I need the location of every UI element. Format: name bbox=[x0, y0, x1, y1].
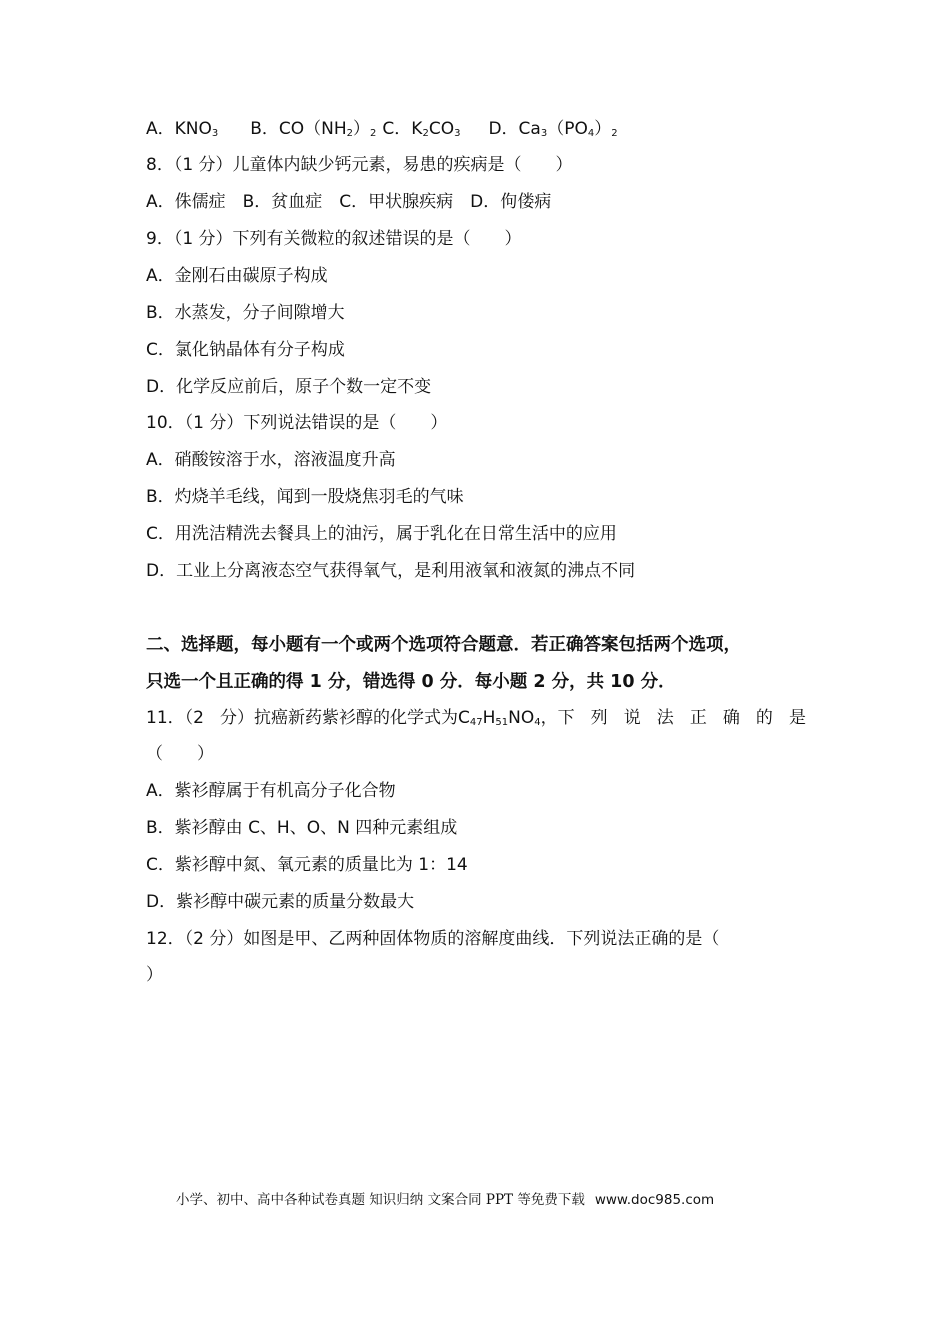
q10-stem: 10．（1 分）下列说法错误的是（ ） bbox=[146, 413, 448, 433]
q9-option-a: A．金刚石由碳原子构成 bbox=[146, 266, 328, 286]
section2-heading-line2: 只选一个且正确的得 1 分，错选得 0 分．每小题 2 分，共 10 分． bbox=[146, 672, 676, 692]
q10-option-a: A．硝酸铵溶于水，溶液温度升高 bbox=[146, 450, 396, 470]
q11-option-b: B．紫衫醇由 C、H、O、N 四种元素组成 bbox=[146, 818, 458, 838]
footer-url[interactable]: www.doc985.com bbox=[594, 1192, 715, 1208]
q8-options: A．侏儒症 B．贫血症 C．甲状腺疾病 D．佝偻病 bbox=[146, 192, 552, 212]
section2-heading-line1: 二、选择题，每小题有一个或两个选项符合题意．若正确答案包括两个选项， bbox=[146, 635, 741, 655]
q9-option-c: C．氯化钠晶体有分子构成 bbox=[146, 340, 345, 360]
q10-option-c: C．用洗洁精洗去餐具上的油污，属于乳化在日常生活中的应用 bbox=[146, 524, 617, 544]
q10-option-d: D．工业上分离液态空气获得氧气，是利用液氧和液氮的沸点不同 bbox=[146, 561, 636, 581]
q10-option-b: B．灼烧羊毛线，闻到一股烧焦羽毛的气味 bbox=[146, 487, 464, 507]
q7-options bbox=[146, 118, 618, 140]
q12-stem-line2: ） bbox=[146, 965, 163, 985]
q7-option-c: C．$K_2CO_3$ bbox=[382, 119, 461, 139]
q7-option-b: B．$CO(NH_2)_2$ bbox=[250, 119, 377, 139]
q11-stem-line2: （ ） bbox=[146, 744, 214, 764]
q12-stem-line1: 12．（2 分）如图是甲、乙两种固体物质的溶解度曲线．下列说法正确的是（ bbox=[146, 929, 720, 949]
q7-option-d: D．$Ca_3(PO_4)_2$ bbox=[488, 119, 618, 139]
q9-stem: 9．（1 分）下列有关微粒的叙述错误的是（ ） bbox=[146, 229, 522, 249]
q9-option-d: D．化学反应前后，原子个数一定不变 bbox=[146, 377, 432, 397]
page-footer bbox=[176, 1190, 714, 1210]
q7-option-a: A．$KNO_3$ bbox=[146, 119, 219, 139]
q8-stem: 8．（1 分）儿童体内缺少钙元素，易患的疾病是（ ） bbox=[146, 155, 573, 175]
q9-option-b: B．水蒸发，分子间隙增大 bbox=[146, 303, 345, 323]
footer-text: 小学、初中、高中各种试卷真题 知识归纳 文案合同 PPT 等免费下载 bbox=[176, 1192, 585, 1208]
q11-option-c: C．紫衫醇中氮、氧元素的质量比为 1：14 bbox=[146, 855, 468, 875]
q11-option-a: A．紫衫醇属于有机高分子化合物 bbox=[146, 781, 396, 801]
q11-option-d: D．紫衫醇中碳元素的质量分数最大 bbox=[146, 892, 415, 912]
q11-stem-line1: 11．（2 分）抗癌新药紫衫醇的化学式为$C_{47}H_{51}NO_4$，下 列 说 法 正 确 的 是 bbox=[146, 708, 806, 728]
